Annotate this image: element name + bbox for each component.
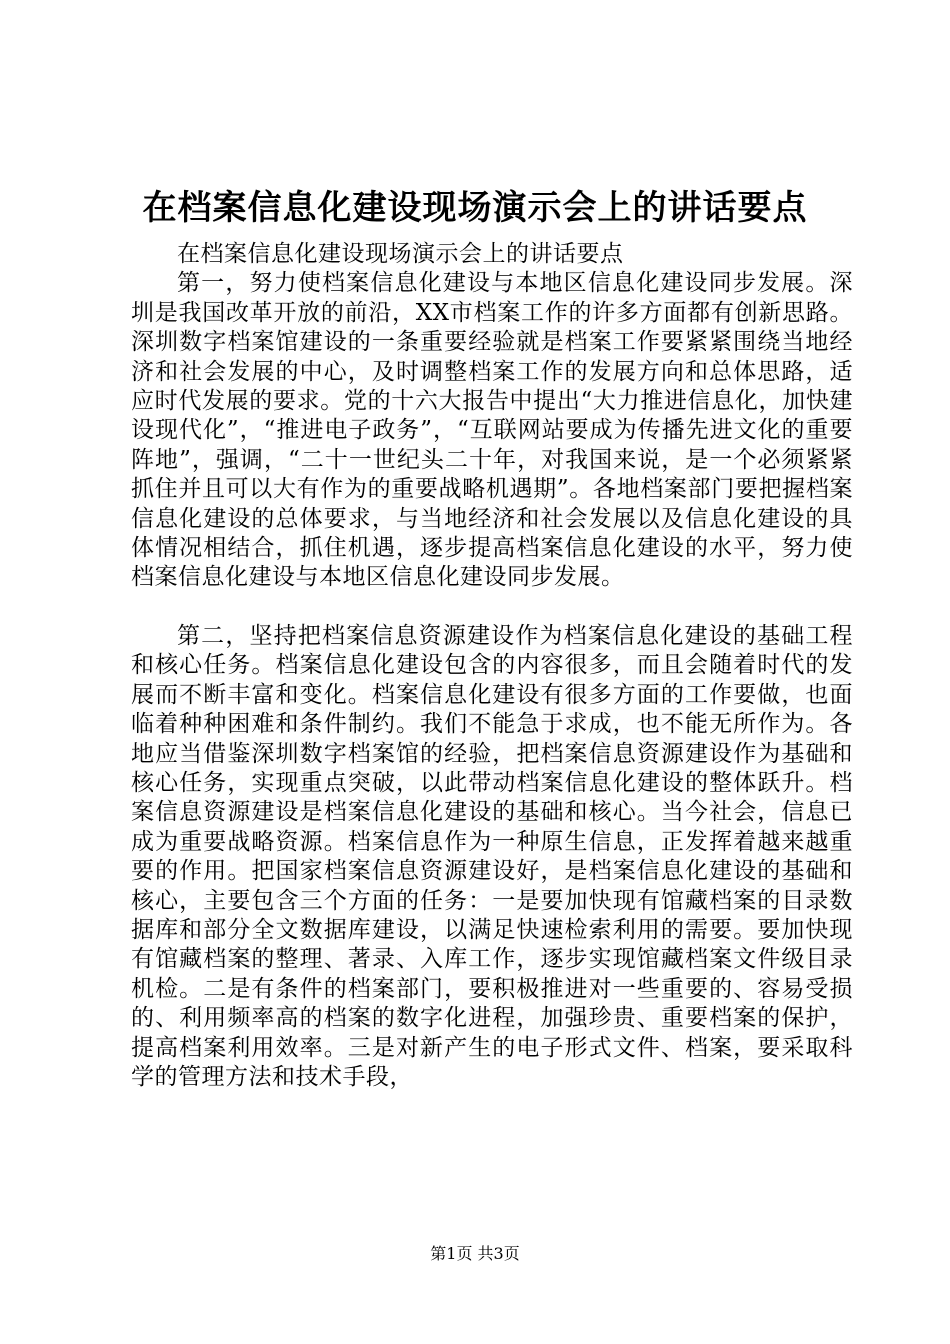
- document-title: 在档案信息化建设现场演示会上的讲话要点: [142, 188, 808, 228]
- paragraph-2: 第二，坚持把档案信息资源建设作为档案信息化建设的基础工程和核心任务。档案信息化建设包含的内容很多，而且会随着时代的发展而不断丰富和变化。档案信息化建设有很多方面的工作要做，也面临着种种困难和条件制约。我们不能急于求成，也不能无所作为。各地应当借鉴深圳数字档案馆的经验，把档案信息资源建设作为基础和核心任务，实现重点突破，以此带动档案信息化建设的整体跃升。档案信息资源建设是档案信息化建设的基础和核心。当今社会，信息已成为重要战略资源。档案信息作为一种原生信息，正发挥着越来越重要的作用。把国家档案信息资源建设好，是档案信息化建设的基础和核心，主要包含三个方面的任务：一是要加快现有馆藏档案的目录数据库和部分全文数据库建设，以满足快速检索利用的需要。要加快现有馆藏档案的整理、著录、入库工作，逐步实现馆藏档案文件级目录机检。二是有条件的档案部门，要积极推进对一些重要的、容易受损的、利用频率高的档案的数字化进程，加强珍贵、重要档案的保护，提高档案利用效率。三是对新产生的电子形式文件、档案，要采取科学的管理方法和技术手段，: [131, 622, 853, 1090]
- paragraph-1: 第一，努力使档案信息化建设与本地区信息化建设同步发展。深圳是我国改革开放的前沿，XX市档案工作的许多方面都有创新思路。深圳数字档案馆建设的一条重要经验就是档案工作要紧紧围绕当地经济和社会发展的中心，及时调整档案工作的发展方向和总体思路，适应时代发展的要求。党的十六大报告中提出“大力推进信息化，加快建设现代化”，“推进电子政务”，“互联网站要成为传播先进文化的重要阵地”，强调，“二十一世纪头二十年，对我国来说，是一个必须紧紧抓住并且可以大有作为的重要战略机遇期”。各地档案部门要把握档案信息化建设的总体要求，与当地经济和社会发展以及信息化建设的具体情况相结合，抓住机遇，逐步提高档案信息化建设的水平，努力使档案信息化建设与本地区信息化建设同步发展。: [131, 270, 853, 591]
- document-body: [131, 240, 853, 1092]
- page-footer: 第1页 共3页: [430, 1244, 520, 1263]
- subtitle-line: 在档案信息化建设现场演示会上的讲话要点: [177, 241, 624, 267]
